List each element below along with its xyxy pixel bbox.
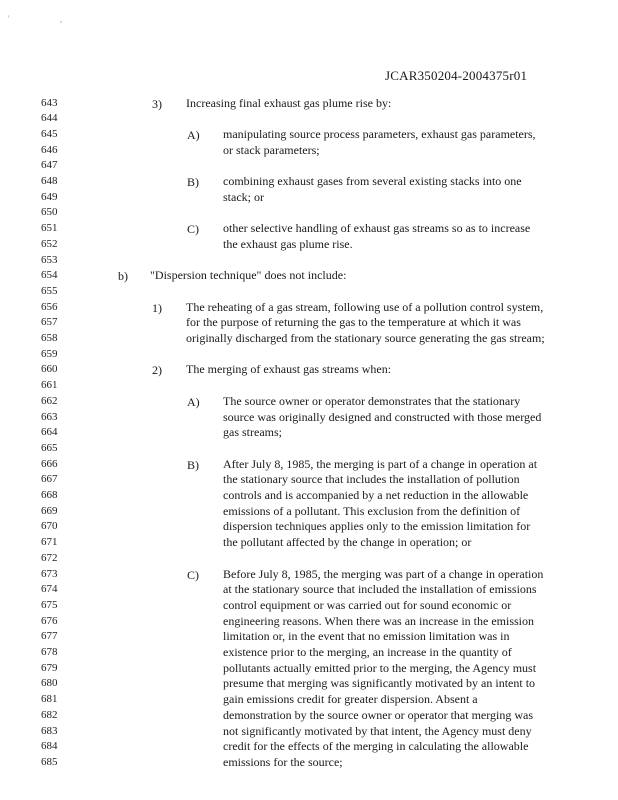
- line-number: 650: [41, 206, 58, 219]
- text-line: After July 8, 1985, the merging is part of a change in operation at: [223, 456, 538, 471]
- line-number: 652: [41, 237, 58, 250]
- item-text: [223, 394, 541, 441]
- line-number: 685: [41, 755, 58, 768]
- item-label: A): [187, 127, 200, 142]
- line-number: 676: [41, 614, 58, 627]
- line-number: 681: [41, 693, 58, 706]
- line-number: 674: [41, 583, 58, 596]
- line-number: 646: [41, 143, 58, 156]
- text-line: other selective handling of exhaust gas streams so as to increase: [223, 221, 531, 236]
- text-line: limitation or, in the event that no emission limitation was in: [223, 629, 510, 644]
- item-label: b): [118, 269, 128, 284]
- text-line: Increasing final exhaust gas plume rise by:: [186, 95, 392, 110]
- text-line: originally discharged from the stationary source generating the gas stream;: [186, 331, 545, 345]
- line-number: 679: [41, 661, 58, 674]
- line-number: 649: [41, 190, 58, 203]
- line-number: 645: [41, 127, 58, 140]
- text-line: The reheating of a gas stream, following use of a pollution control system,: [186, 299, 544, 314]
- text-line: the stationary source that includes the installation of pollution: [223, 472, 520, 487]
- text-line: existence prior to the merging, an increase in the quantity of: [223, 645, 512, 660]
- text-line: Before July 8, 1985, the merging was part of a change in operation: [223, 566, 544, 581]
- line-number: 653: [41, 253, 58, 266]
- line-number: 659: [41, 347, 58, 360]
- scan-marks: ' ,: [8, 14, 87, 24]
- line-number: 651: [41, 222, 58, 235]
- text-line: combining exhaust gases from several existing stacks into one: [223, 174, 522, 188]
- text-line: credit for the effects of the merging in calculating the allowable: [223, 739, 529, 754]
- text-line: at the stationary source that included the installation of emissions: [223, 582, 537, 597]
- line-number: 664: [41, 426, 58, 439]
- line-number: 661: [41, 379, 58, 392]
- text-line: the pollutant affected by the change in operation; or: [223, 535, 472, 550]
- text-line: source was originally designed and constructed with those merged: [223, 409, 542, 424]
- line-number: 675: [41, 598, 58, 611]
- line-number: 658: [41, 332, 58, 344]
- line-number: 647: [41, 159, 58, 172]
- item-text: [223, 174, 522, 205]
- item-text: [223, 127, 536, 158]
- item-text: [150, 268, 346, 284]
- item-label: 1): [152, 300, 162, 315]
- line-number: 677: [41, 630, 58, 643]
- line-number: 662: [41, 394, 58, 407]
- text-line: The merging of exhaust gas streams when:: [186, 362, 392, 377]
- line-number: 669: [41, 504, 58, 517]
- text-line: emissions for the source;: [223, 754, 343, 769]
- item-text: [223, 567, 543, 771]
- item-label: 2): [152, 363, 162, 378]
- item-label: B): [187, 457, 199, 472]
- text-line: controls and is accompanied by a net reduction in the allowable: [223, 488, 529, 502]
- text-line: the exhaust gas plume rise.: [223, 236, 353, 251]
- line-number: 648: [41, 175, 58, 187]
- line-number: 668: [41, 489, 58, 501]
- text-line: not significantly motivated by that intent, the Agency must deny: [223, 723, 532, 738]
- text-line: emissions of a pollutant. This exclusion from the definition of: [223, 503, 521, 518]
- line-number: 678: [41, 646, 58, 658]
- line-number: 671: [41, 536, 58, 549]
- line-number: 672: [41, 551, 58, 564]
- line-number: 660: [41, 363, 58, 376]
- text-line: manipulating source process parameters, exhaust gas parameters,: [223, 126, 536, 141]
- text-line: "Dispersion technique" does not include:: [150, 268, 347, 283]
- text-line: pollutants actually emitted prior to the merging, the Agency must: [223, 660, 537, 675]
- text-line: gas streams;: [223, 425, 282, 440]
- text-line: gain emissions credit for greater dispersion. Absent a: [223, 692, 478, 707]
- line-number: 643: [41, 96, 58, 109]
- text-line: control equipment or was carried out for sound economic or: [223, 597, 512, 612]
- line-number: 665: [41, 441, 58, 454]
- line-number: 655: [41, 284, 58, 297]
- item-text: [223, 457, 537, 551]
- line-number: 644: [41, 112, 58, 125]
- line-number: 670: [41, 520, 58, 533]
- line-number: 657: [41, 316, 58, 329]
- text-line: presume that merging was significantly motivated by an intent to: [223, 676, 536, 691]
- item-label: 3): [152, 96, 162, 111]
- line-number: 656: [41, 300, 58, 313]
- text-line: for the purpose of returning the gas to the temperature at which it was: [186, 315, 521, 330]
- line-number: 682: [41, 708, 58, 721]
- item-text: [186, 300, 545, 347]
- line-number: 663: [41, 410, 58, 423]
- line-number: 684: [41, 740, 58, 753]
- text-line: engineering reasons. When there was an increase in the emission: [223, 613, 535, 628]
- line-number: 654: [41, 269, 58, 282]
- text-line: stack; or: [223, 189, 264, 204]
- document-id: JCAR350204-2004375r01: [385, 68, 528, 83]
- item-label: C): [187, 567, 199, 582]
- line-number: 666: [41, 457, 58, 470]
- item-text: [186, 96, 391, 112]
- item-label: B): [187, 175, 199, 189]
- line-number: 680: [41, 677, 58, 690]
- item-label: A): [187, 394, 200, 409]
- item-text: [223, 221, 530, 252]
- item-label: C): [187, 222, 199, 237]
- text-line: demonstration by the source owner or operator that merging was: [223, 707, 534, 722]
- text-line: The source owner or operator demonstrates that the stationary: [223, 393, 521, 408]
- line-number: 667: [41, 473, 58, 486]
- line-number: 673: [41, 567, 58, 580]
- text-line: or stack parameters;: [223, 142, 320, 157]
- text-line: dispersion techniques applies only to the emission limitation for: [223, 519, 531, 534]
- line-number: 683: [41, 724, 58, 737]
- item-text: [186, 362, 391, 378]
